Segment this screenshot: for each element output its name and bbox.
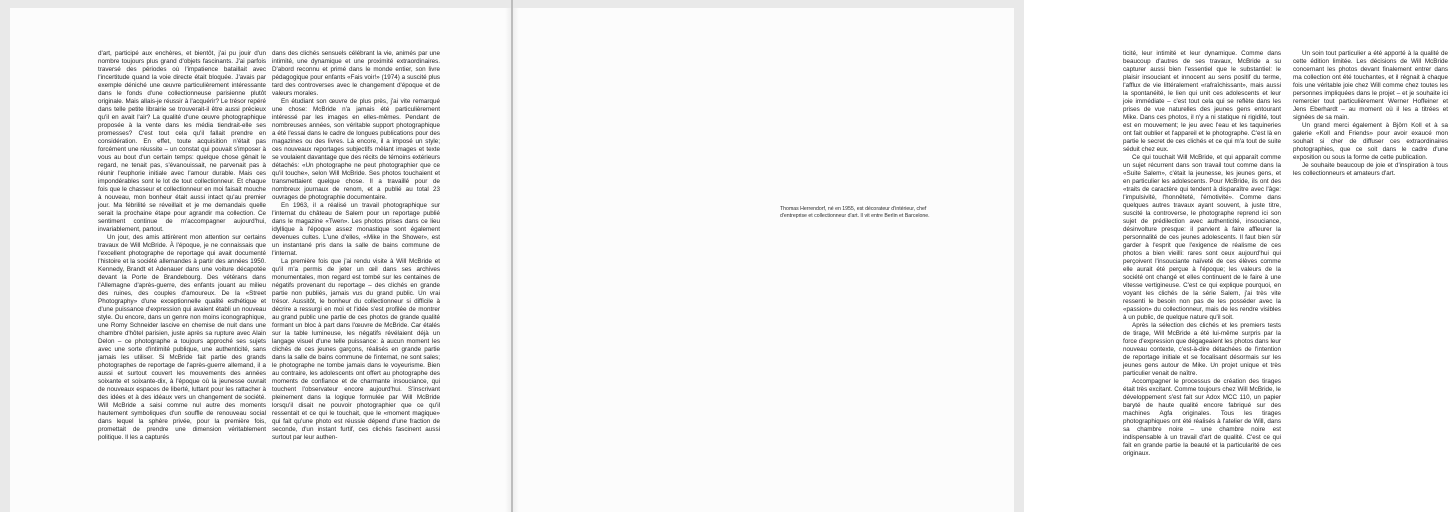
paragraph: Après la sélection des clichés et les premiers tests de tirage, Will McBride a été lui-même surpris par la force d'expression que dégageaient les photos dans leur nouveau contexte, c'est-à-dire détachées de l'intention de reportage initiale et se focalisant désormais sur les jeunes gens autour de Mike. Un projet unique et très particulier venait de naître. bbox=[1123, 322, 1281, 377]
text-column-1 bbox=[98, 50, 266, 442]
text-column-3 bbox=[1123, 50, 1281, 458]
paragraph: Un soin tout particulier a été apporté à la qualité de cette édition limitée. Les décisions de Will McBride concernant les photos devant finalement entrer dans ma collection ont été touchantes, et il régnait à chaque fois une véritable joie chez Will comme chez toutes les personnes impliquées dans le projet – et je souhaite ici remercier tout particulièrement Werner Hoffeiner et Jens Eberhardt – au moment où il les a titrées et signées de sa main. bbox=[1293, 50, 1448, 121]
paragraph: Un jour, des amis attirèrent mon attention sur certains travaux de Will McBride. À l'époque, je ne connaissais que l'excellent photographe de reportage qui avait documenté l'histoire et la société allemandes à partir des années 1950. Kennedy, Brandt et Adenauer dans une voiture décapotée devant la Porte de Brandebourg. Des vétérans dans l'Allemagne d'après-guerre, des enfants jouant au milieu des ruines, des couples d'amoureux. De la «Street Photography» d'une exceptionnelle qualité esthétique et d'une puissance d'expression qui avaient établi un nouveau style. Ou encore, dans un genre non moins iconographique, une Romy Schneider lascive en chemise de nuit dans une chambre d'hôtel parisien, juste après sa rupture avec Alain Delon – ce photographe a toujours approché ses sujets avec une sorte d'intimité publique, une authenticité, sans jamais les utiliser. Si McBride fait partie des grands photographes de reportage de l'après-guerre allemand, il a aussi et surtout couvert les mouvements des années soixante et soixante-dix, à l'époque où la jeunesse ouvrait de nouveaux espaces de liberté, luttant pour les rattacher à des idées et à des idéaux vers un changement de société. Will McBride a saisi comme nul autre des moments hautement symboliques d'un souffle de renouveau social dans lequel la sphère privée, pour la première fois, promettait de prendre une dimension véritablement politique. Il les a capturés bbox=[98, 234, 266, 441]
page-gutter bbox=[511, 0, 513, 512]
paragraph: Un grand merci également à Björn Koll et à sa galerie «Koll and Friends» pour avoir exaucé mon souhait si cher de diffuser ces extraordinaires photographies, que ce soit dans le cadre d'une exposition ou sous la forme de cette publication. bbox=[1293, 122, 1448, 161]
paragraph: Ce qui touchait Will McBride, et qui apparaît comme un sujet récurrent dans son travail tout comme dans la «Suite Salem», c'était la jeunesse, les jeunes gens, et en particulier les adolescents. Pour McBride, ils ont des «traits de caractère qui tendent à disparaître avec l'âge: l'impulsivité, l'honnêteté, l'émotivité». Comme dans quelques autres travaux ayant souvent, à juste titre, suscité la controverse, le photographe reprend ici son sujet de prédilection avec authenticité, insouciance, désinvolture presque: il parvient à faire affleurer la personnalité de ces jeunes adolescents. Il faut bien sûr garder à l'esprit que l'exigence de réalisme de ces photos a bien vieilli: rares sont ceux aujourd'hui qui perçoivent l'insouciante naïveté de ces élèves comme elle aurait été perçue à l'époque; les valeurs de la société ont changé et elles continuent de le faire à une vitesse vertigineuse. C'est ce qui explique pourquoi, en voyant les clichés de la série Salem, j'ai très vite ressenti le besoin non pas de les posséder avec la «passion» du collectionneur, mais de les rendre visibles à un public, de quelque nature qu'il soit. bbox=[1123, 154, 1281, 321]
paragraph: En étudiant son œuvre de plus près, j'ai vite remarqué une chose: McBride n'a jamais été particulièrement intéressé par les images en elles-mêmes. Pendant de nombreuses années, son véritable support photographique a été l'essai dans le cadre de longues publications pour des magazines ou des livres. Là encore, il a imposé un style; ces nouveaux reportages subjectifs mêlant images et texte se voulaient davantage que des récits de témoins extérieurs détachés: «Un photographe ne peut photographier que ce qu'il touche», selon Will McBride. Ses photos touchaient et transmettaient quelque chose. Il a travaillé pour de nombreux journaux de renom, et a publié au total 23 ouvrages de photographie documentaire. bbox=[272, 98, 440, 201]
paragraph: dans des clichés sensuels célébrant la vie, animés par une intimité, une dynamique et une proximité extraordinaires. D'abord reconnu et primé dans le monde entier, son livre pédagogique pour enfants «Fais voir!» (1974) a suscité plus tard des controverses avec le changement d'époque et de valeurs morales. bbox=[272, 50, 440, 97]
paragraph: ticité, leur intimité et leur dynamique. Comme dans beaucoup d'autres de ses travaux, McBride a su capturer aussi bien l'essentiel que le substantiel: le plaisir insouciant et innocent au sens positif du terme, l'afflux de vie littéralement «rafraîchissant», mais aussi la spontanéité, le lien qui unit ces adolescents et leur joie immédiate – c'est tout cela qui se reflète dans les prises de vue naturelles des jeunes gens entourant Mike. Dans ces photos, il n'y a ni statique ni rigidité, tout est en mouvement; le jeu avec l'eau et les taquineries ont fait oublier et l'appareil et le photographe. C'est là en partie le secret de ces clichés et ce qui m'a tout de suite séduit chez eux. bbox=[1123, 50, 1281, 153]
page-left bbox=[10, 8, 511, 512]
paragraph: La première fois que j'ai rendu visite à Will McBride et qu'il m'a permis de jeter un œil dans ses archives monumentales, mon regard est tombé sur les centaines de négatifs provenant du reportage – des clichés en grande partie non publiés, jamais vus du grand public. Un vrai trésor. Aussitôt, le bonheur du collectionneur si difficile à décrire a ressurgi en moi et l'idée s'est profilée de montrer au grand public une partie de ces photos de grande qualité formant un bloc à part dans l'œuvre de McBride. Car étalés sur la table lumineuse, les négatifs révélaient déjà un langage visuel d'une telle puissance: à aucun moment les clichés de ces jeunes garçons, réalisés en grande partie dans la salle de bains commune de l'internat, ne sont sales; le photographe ne tombe jamais dans le voyeurisme. Bien au contraire, les adolescents ont offert au photographe des moments de confiance et de charmante insouciance, qui touchent l'observateur encore aujourd'hui. S'inscrivant pleinement dans la logique formulée par Will McBride lorsqu'il disait ne pouvoir photographier que ce qu'il ressentait et ce qui le touchait, que le «moment magique» qui fait qu'une photo est réussie dépend d'une fraction de seconde, d'un instant furtif, ces clichés fascinent aussi surtout par leur authen- bbox=[272, 258, 440, 441]
text-column-2 bbox=[272, 50, 440, 442]
paragraph: Accompagner le processus de création des tirages était très excitant. Comme toujours chez Will McBride, le développement s'est fait sur Adox MCC 110, un papier baryté de haute qualité encore fabriqué sur des machines Agfa originales. Tous les tirages photographiques ont été réalisés à l'atelier de Will, dans sa chambre noire – une chambre noire est indispensable à un travail d'art de qualité. C'est ce qui fait en grande partie la beauté et la particularité de ces originaux. bbox=[1123, 378, 1281, 457]
paragraph: d'art, participé aux enchères, et bientôt, j'ai pu jouir d'un nombre toujours plus grand d'objets fascinants. J'ai parfois traversé des périodes où l'impatience bataillait avec l'incertitude quand la voie directe était bloquée. J'avais par exemple déniché une œuvre particulièrement intéressante dans le fonds d'une collectionneuse parisienne plutôt originale. Mais allais-je réussir à l'acquérir? Le trésor repéré dans telle petite librairie se trouverait-il être aussi précieux qu'il en avait l'air? La qualité d'une œuvre photographique proposée à la vente dans les média tiendrait-elle ses promesses? C'est tout cela qu'il fallait prendre en considération. En effet, toute acquisition n'était pas forcément une réussite – un constat qui pouvait s'imposer à vous au bout d'un certain temps: quelque chose gênait le regard, ne tenait pas, s'évanouissait, ne parvenait pas à réunir l'euphorie initiale avec l'amour durable. Mais ces impondérables sont le lot de tout collectionneur. Et chaque fois que le chasseur et collectionneur en moi faisait mouche à nouveau, mon bonheur était aussi intact qu'au premier jour. Ma fébrilité se réveillait et je me demandais quelle serait la prochaine étape pour agrandir ma collection. Ce sentiment continue de m'accompagner aujourd'hui, invariablement, partout. bbox=[98, 50, 266, 233]
author-bio-note: Thomas Herrendorf, né en 1955, est décorateur d'intérieur, chef d'entreprise et collectionneur d'art. Il vit entre Berlin et Barcelone. bbox=[780, 206, 930, 219]
page-right bbox=[513, 8, 1448, 512]
paragraph: Je souhaite beaucoup de joie et d'inspiration à tous les collectionneurs et amateurs d'art. bbox=[1293, 162, 1448, 177]
paragraph: En 1963, il a réalisé un travail photographique sur l'internat du château de Salem pour un reportage publié dans le magazine «Twen». Les photos prises dans ce lieu idyllique à l'époque assez monastique sont également devenues cultes. L'une d'elles, «Mike in the Shower», est un instantané pris dans la salle de bains commune de l'internat. bbox=[272, 202, 440, 257]
text-column-4 bbox=[1293, 50, 1448, 178]
